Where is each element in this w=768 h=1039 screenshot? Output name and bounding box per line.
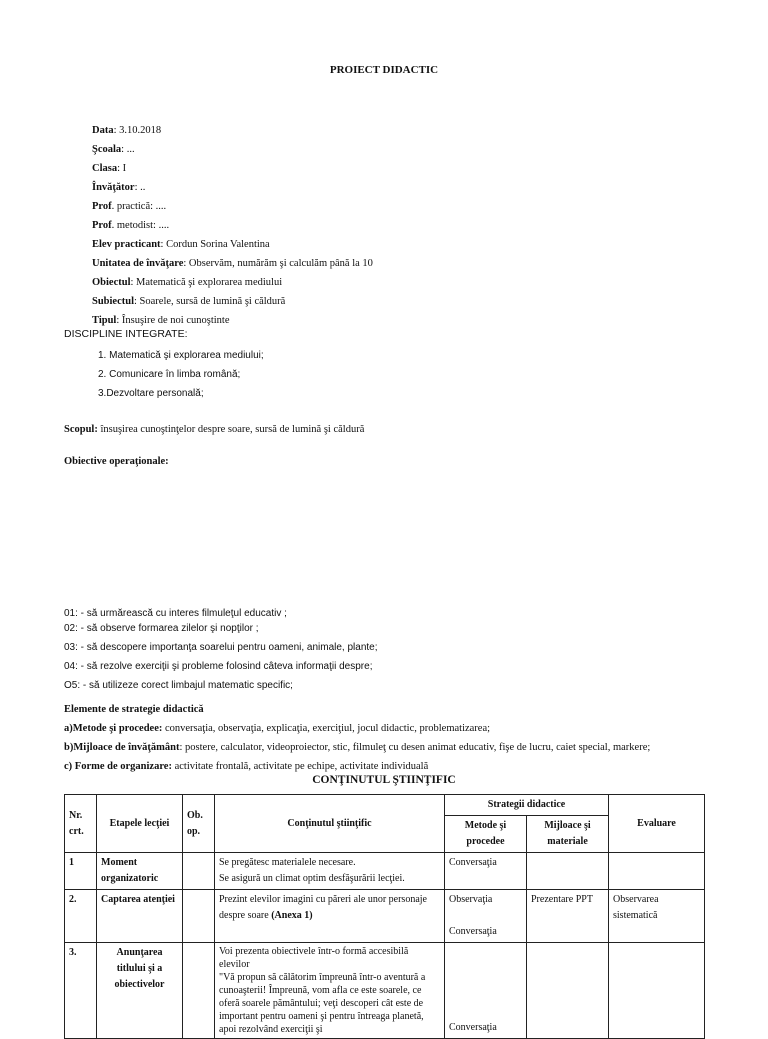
table-row <box>65 943 705 1039</box>
header-continut: Conţinutul ştiinţific <box>215 795 445 853</box>
objective-item: 03: - să descopere importanţa soarelui pentru oameni, animale, plante; <box>64 642 378 653</box>
content-line: Se pregătesc materialele necesare. <box>219 857 356 868</box>
cell-metode: Conversaţia <box>445 943 527 1039</box>
meta-data: Data: 3.10.2018 <box>92 125 162 136</box>
cell-mijloace: Prezentare PPT <box>527 890 609 943</box>
header-ob: Ob. op. <box>183 795 215 853</box>
cell-continut <box>215 943 445 1039</box>
cell-nr: 2. <box>65 890 97 943</box>
cell-mijloace <box>527 943 609 1039</box>
header-mijloace: Mijloace şi materiale <box>527 816 609 853</box>
cell-evaluare <box>609 943 705 1039</box>
objective-item: O5: - să utilizeze corect limbajul matematic specific; <box>64 680 293 691</box>
annex-reference: (Anexa 1) <box>271 910 313 921</box>
header-etapele: Etapele lecţiei <box>97 795 183 853</box>
disciplines-heading: DISCIPLINE INTEGRATE: <box>64 328 188 340</box>
discipline-item: 1. Matematică şi explorarea mediului; <box>98 350 264 361</box>
cell-evaluare: Observarea sistematică <box>609 890 705 943</box>
meta-scoala: Şcoala: ... <box>92 144 135 155</box>
cell-etapa: Captarea atenţiei <box>97 890 183 943</box>
table-row <box>65 853 705 890</box>
header-nr: Nr. crt. <box>65 795 97 853</box>
content-line: "Vă propun să călătorim împreună într-o aventură a cunoaşterii! Împreună, vom afla ce este soarele, ce oferă soarele pământului; veţi descoperi cât este de important pentru oameni şi pentru întreaga planetă, apoi rezolvând exerciţii şi <box>219 972 426 1035</box>
disciplines-list <box>98 346 264 403</box>
scop-line: Scopul: însuşirea cunoştinţelor despre soare, sursă de lumină şi căldură <box>64 424 365 435</box>
cell-continut <box>215 853 445 890</box>
lesson-table <box>64 794 705 1039</box>
meta-unitatea: Unitatea de învăţare: Observăm, numărăm şi calculăm până la 10 <box>92 258 373 269</box>
strategy-block <box>64 700 650 776</box>
cell-evaluare <box>609 853 705 890</box>
cell-ob <box>183 890 215 943</box>
strategy-mijloace: b)Mijloace de învăţământ: postere, calculator, videoproiector, stic, filmuleţ cu desen animat educativ, fişe de lucru, caiet special, markere; <box>64 742 651 753</box>
meta-tipul: Tipul: Însuşire de noi cunoştinte <box>92 315 230 326</box>
header-evaluare: Evaluare <box>609 795 705 853</box>
cell-nr: 1 <box>65 853 97 890</box>
cell-etapa: Moment organizatoric <box>97 853 183 890</box>
cell-continut <box>215 890 445 943</box>
content-title: CONŢINUTUL ŞTIINŢIFIC <box>312 774 456 786</box>
header-metode: Metode şi procedee <box>445 816 527 853</box>
meta-prof-practica: Prof. practică: .... <box>92 201 167 212</box>
meta-clasa: Clasa: I <box>92 163 127 174</box>
objectives-list <box>64 606 378 693</box>
meta-subiectul: Subiectul: Soarele, sursă de lumină şi căldură <box>92 296 286 307</box>
content-line: Prezint elevilor imagini cu păreri ale unor personaje despre soare <box>219 894 427 921</box>
strategy-metode: a)Metode şi procedee: conversaţia, observaţia, explicaţia, exerciţiul, jocul didactic, problematizarea; <box>64 723 491 734</box>
meta-invatator: Învăţător: .. <box>92 182 146 193</box>
content-line: Voi prezenta obiectivele într-o formă accesibilă elevilor <box>219 946 409 970</box>
cell-etapa: Anunţarea titlului şi a obiectivelor <box>97 943 183 1039</box>
content-line: Se asigură un climat optim desfăşurării lecţiei. <box>219 873 405 884</box>
table-row <box>65 890 705 943</box>
table-header-row <box>65 795 705 816</box>
meta-obiectul: Obiectul: Matematică şi explorarea mediului <box>92 277 283 288</box>
cell-ob <box>183 943 215 1039</box>
document-title: PROIECT DIDACTIC <box>329 64 439 76</box>
objectives-heading: Obiective operaţionale: <box>64 456 169 467</box>
objective-item: 04: - să rezolve exerciţii şi probleme folosind câteva informaţii despre; <box>64 661 373 672</box>
meta-elev-practicant: Elev practicant: Cordun Sorina Valentina <box>92 239 270 250</box>
discipline-item: 2. Comunicare în limba română; <box>98 369 241 380</box>
cell-metode: Conversaţia <box>445 853 527 890</box>
discipline-item: 3.Dezvoltare personală; <box>98 388 204 399</box>
meta-prof-metodist: Prof. metodist: .... <box>92 220 170 231</box>
strategy-forme: c) Forme de organizare: activitate frontală, activitate pe echipe, activitate individuală <box>64 761 429 772</box>
cell-metode: Observaţia Conversaţia <box>445 890 527 943</box>
cell-nr: 3. <box>65 943 97 1039</box>
objective-item: 01: - să urmărească cu interes filmuleţul educativ ; <box>64 608 287 619</box>
meta-block <box>92 121 373 330</box>
cell-mijloace <box>527 853 609 890</box>
strategy-heading: Elemente de strategie didactică <box>64 704 204 715</box>
objective-item: 02: - să observe formarea zilelor şi nopţilor ; <box>64 623 259 634</box>
header-strategii: Strategii didactice <box>445 795 609 816</box>
cell-ob <box>183 853 215 890</box>
